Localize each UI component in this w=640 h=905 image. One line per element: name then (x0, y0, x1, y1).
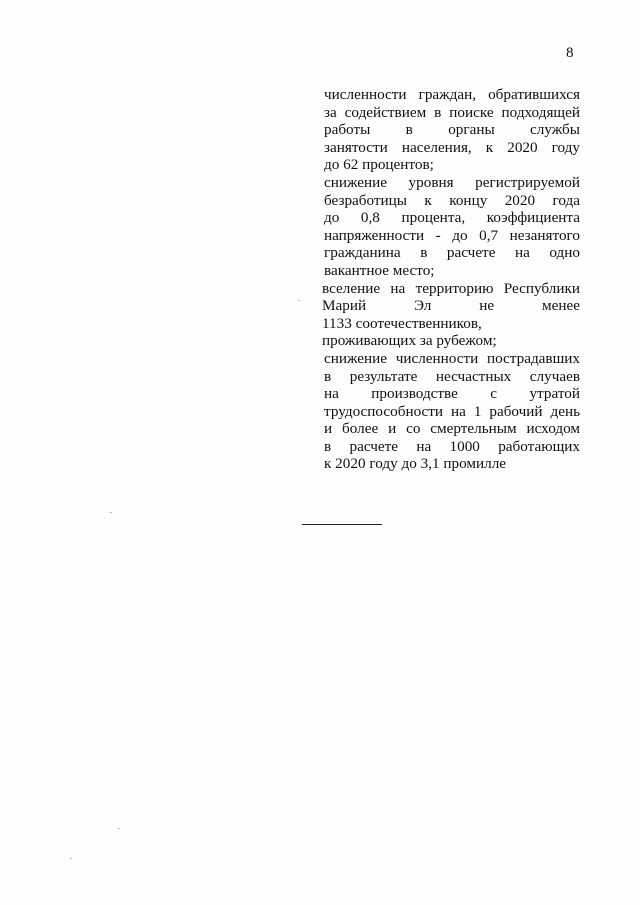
text-line: 1133 соотечественников, (322, 314, 482, 332)
text-line: занятости населения, к 2020 году (324, 138, 580, 156)
text-line: безработицы к концу 2020 года (324, 191, 580, 209)
scan-speck (298, 300, 300, 301)
end-separator-line (302, 524, 382, 525)
list-item (324, 86, 580, 174)
text-line: гражданина в расчете на одно (324, 244, 580, 262)
text-line: в расчете на 1000 работающих (324, 437, 580, 455)
text-line: до 62 процентов; (324, 156, 434, 174)
text-line: к 2020 году до 3,1 промилле (324, 455, 507, 473)
text-line: работы в органы службы (324, 121, 580, 139)
scan-speck (118, 828, 120, 829)
targets-list (324, 86, 580, 473)
text-line: трудоспособности на 1 рабочий день (324, 402, 580, 420)
text-line: вакантное место; (324, 261, 435, 279)
text-line: на производстве с утратой (324, 385, 580, 403)
scan-speck (70, 858, 72, 859)
text-line: снижение уровня регистрируемой (324, 173, 580, 191)
text-line: в результате несчастных случаев (324, 367, 580, 385)
text-line: проживающих за рубежом; (322, 332, 497, 350)
text-line: напряженности - до 0,7 незанятого (324, 226, 580, 244)
text-line: снижение численности пострадавших (324, 349, 580, 367)
text-line: за содействием в поиске подходящей (324, 103, 580, 121)
scan-speck (110, 512, 112, 513)
list-item (322, 280, 580, 350)
list-item (324, 174, 580, 280)
text-line: Марий Эл не менее (322, 297, 580, 315)
list-item (324, 350, 580, 473)
text-line: численности граждан, обратившихся (324, 86, 580, 103)
page-number: 8 (566, 45, 574, 61)
text-line: и более и со смертельным исходом (324, 420, 580, 438)
text-line: до 0,8 процента, коэффициента (324, 209, 580, 227)
text-line: вселение на территорию Республики (322, 279, 580, 297)
